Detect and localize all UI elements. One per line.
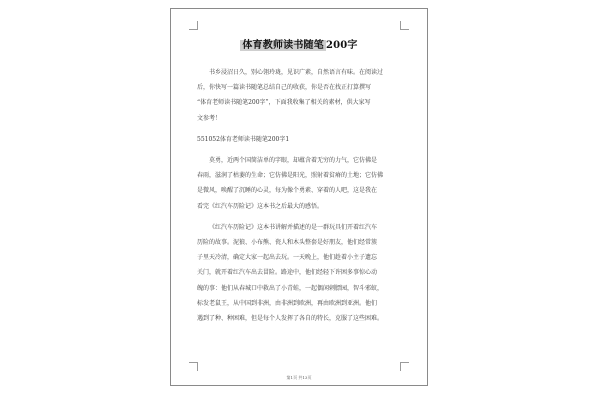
paragraph-line: 莫勇，近两个国简洁单的字眼，却蕴含着无穷的力气，它仿佛是 [209,157,378,165]
paragraph-line: 是微风，唤醒了沉睡的心灵，每为像个勇素、穿着的人吧，这是我在 [197,187,378,195]
document-page [170,8,428,386]
intro-line: “体育老师读书随笔200字”，下面我收集了相关的素材，供大家写 [197,99,371,107]
crop-mark-bottom-right [400,362,409,371]
paragraph-line: 春雨，滋润了枯萎的生命；它仿佛是阳光，照射着贫瘠的土地；它仿佛 [197,172,384,180]
paragraph-1 [197,153,405,214]
intro-line: 书乡浸沼日久，别心翎玲珑，见识广素，自然语言有味。在阅读过 [209,69,384,76]
paragraph-line: 历险的故事。泥狼、小布熊、瓷人和木头整套是好朋友，他们经常簇 [197,239,378,247]
paragraph-line: 遇到了种、种困难，但是每个人发挥了各自的特长，克服了这些困难。 [197,315,384,323]
paragraph-line: 《红汽车历险记》这本书讲解并描述的是一群玩具们开着红汽车 [209,223,378,231]
intro-line: 后，你快写一篇读书随笔总结自己的收获，你是否在找正打算撰写 [197,84,372,92]
crop-mark-top-left [189,21,198,30]
document-body [197,65,405,326]
document-title-highlight: 体育教师读书随笔 [242,40,324,51]
paragraph-line: 子里天冷清，确定大家一起出去玩。一天晚上，他们趁着小主子遗忘 [197,254,378,262]
intro-line: 文参考！ [197,114,222,122]
crop-mark-bottom-left [189,362,198,371]
intro-paragraph [197,65,405,126]
paragraph-line: 魄的事：他们从春城口中救出了小青蛙，一起偶闲刺膘园，智斗邪蚁， [197,284,384,292]
page-footer: 第1页 共13页 [286,375,312,380]
section-heading: 551052体育老师读书随笔200字1 [197,135,290,143]
paragraph-line: 看完《红汽车历险记》这本书之后最大的感悟。 [197,202,324,210]
document-title [171,36,427,51]
crop-mark-top-right [400,21,409,30]
paragraph-line: 关门，就开着红汽车出去冒险。路途中，他们经轻下许困多事惊心动 [197,269,378,277]
paragraph-line: 标发老鼠王，从中国到非洲，由非洲到欧洲，再由欧洲到亚洲。他们 [197,299,378,307]
document-title-rest: 200字 [325,40,358,51]
paragraph-2 [197,220,405,326]
